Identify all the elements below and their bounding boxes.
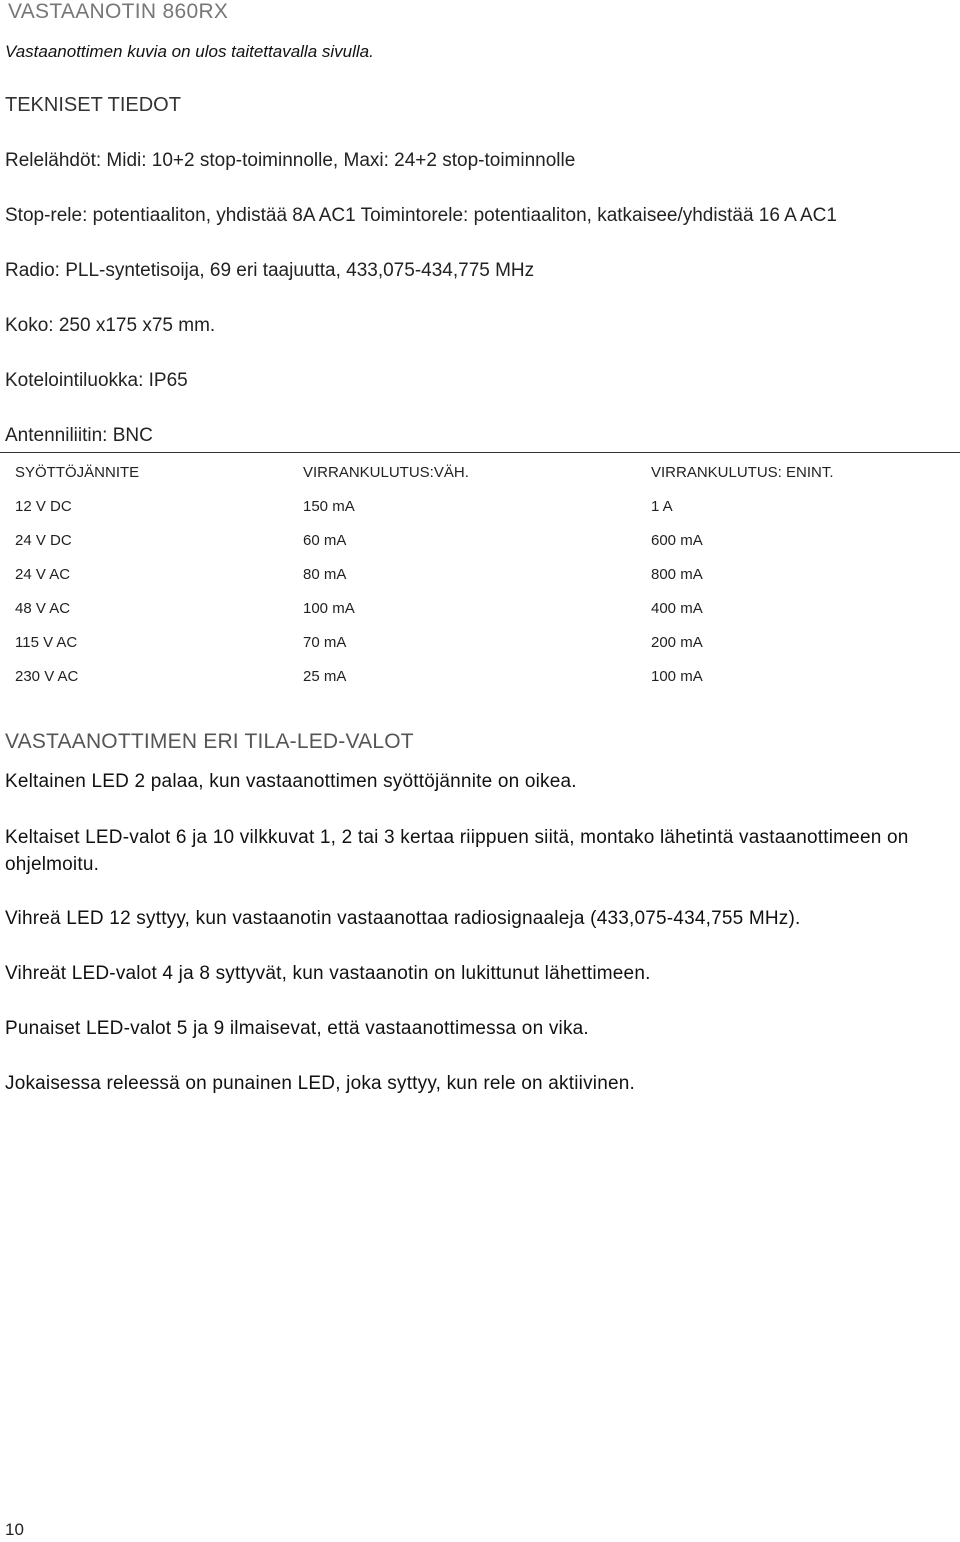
table-cell-voltage: 230 V AC xyxy=(15,668,79,685)
table-cell-min: 60 mA xyxy=(303,532,347,549)
table-cell-voltage: 24 V AC xyxy=(15,566,71,583)
table-cell-max: 100 mA xyxy=(651,668,703,685)
table-cell-min: 25 mA xyxy=(303,668,347,685)
document-title: VASTAANOTIN 860RX xyxy=(8,0,229,23)
table-cell-min: 100 mA xyxy=(303,600,355,617)
table-cell-max: 400 mA xyxy=(651,600,703,617)
led-paragraph: Keltainen LED 2 palaa, kun vastaanottimen syöttöjännite on oikea. xyxy=(5,771,577,792)
table-header-min-consumption: VIRRANKULUTUS:VÄH. xyxy=(303,464,469,481)
table-cell-max: 800 mA xyxy=(651,566,703,583)
table-cell-max: 600 mA xyxy=(651,532,703,549)
spec-radio: Radio: PLL-syntetisoija, 69 eri taajuutta, 433,075-434,775 MHz xyxy=(5,260,535,281)
led-paragraph: Keltaiset LED-valot 6 ja 10 vilkkuvat 1, 2 tai 3 kertaa riippuen siitä, montako lähetintä vastaanottimeen on ohjelmoitu. xyxy=(5,827,909,875)
page-number: 10 xyxy=(5,1520,24,1539)
table-cell-min: 70 mA xyxy=(303,634,347,651)
led-paragraph: Vihreät LED-valot 4 ja 8 syttyvät, kun vastaanotin on lukittunut lähettimeen. xyxy=(5,963,651,984)
table-header-max-consumption: VIRRANKULUTUS: ENINT. xyxy=(651,464,834,481)
led-paragraph: Punaiset LED-valot 5 ja 9 ilmaisevat, että vastaanottimessa on vika. xyxy=(5,1018,589,1039)
spec-size: Koko: 250 x175 x75 mm. xyxy=(5,315,216,336)
table-cell-max: 1 A xyxy=(651,498,673,515)
led-paragraph: Vihreä LED 12 syttyy, kun vastaanotin vastaanottaa radiosignaaleja (433,075-434,755 MHz). xyxy=(5,908,801,929)
table-cell-min: 80 mA xyxy=(303,566,347,583)
specs-heading: TEKNISET TIEDOT xyxy=(5,94,181,116)
table-header-supply-voltage: SYÖTTÖJÄNNITE xyxy=(15,464,140,481)
table-cell-max: 200 mA xyxy=(651,634,703,651)
spec-stop-relay: Stop-rele: potentiaaliton, yhdistää 8A AC1 Toimintorele: potentiaaliton, katkaisee/yhdistää 16 A AC1 xyxy=(5,205,837,226)
spec-antenna-connector: Antenniliitin: BNC xyxy=(5,425,153,446)
led-paragraph: Jokaisessa releessä on punainen LED, joka syttyy, kun rele on aktiivinen. xyxy=(5,1073,635,1094)
table-cell-min: 150 mA xyxy=(303,498,355,515)
table-cell-voltage: 12 V DC xyxy=(15,498,72,515)
table-cell-voltage: 115 V AC xyxy=(15,634,78,651)
spec-relay-outputs: Relelähdöt: Midi: 10+2 stop-toiminnolle, Maxi: 24+2 stop-toiminnolle xyxy=(5,150,576,171)
document-subtitle: Vastaanottimen kuvia on ulos taitettavalla sivulla. xyxy=(5,42,374,61)
table-cell-voltage: 48 V AC xyxy=(15,600,71,617)
led-section-heading: VASTAANOTTIMEN ERI TILA-LED-VALOT xyxy=(5,730,414,753)
spec-enclosure-class: Kotelointiluokka: IP65 xyxy=(5,370,188,391)
table-top-rule xyxy=(0,452,960,453)
table-cell-voltage: 24 V DC xyxy=(15,532,72,549)
